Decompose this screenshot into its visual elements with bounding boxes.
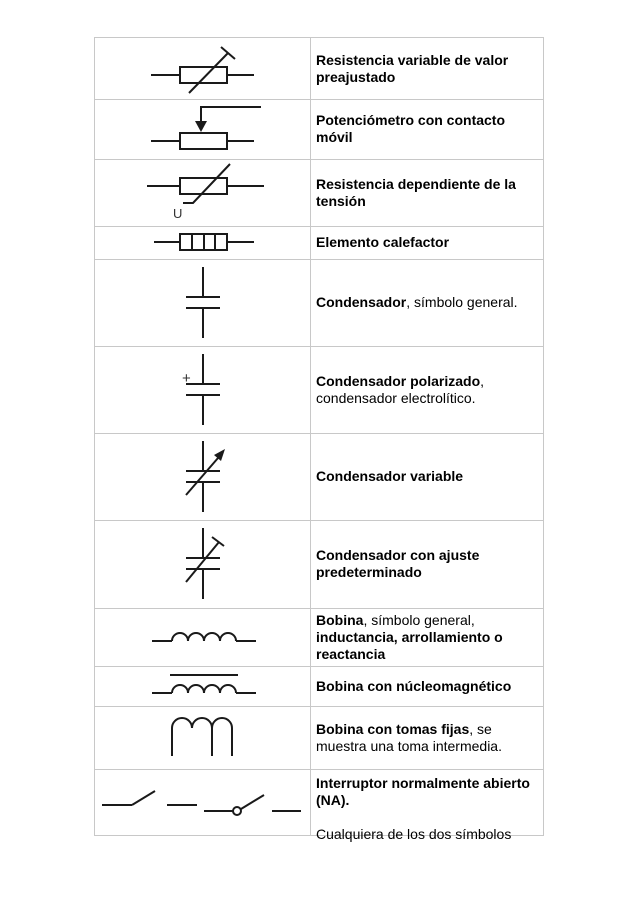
row-description: Elemento calefactor bbox=[316, 234, 450, 250]
row-description: Condensador variable bbox=[316, 468, 464, 484]
row-description: Bobina, símbolo general, inductancia, arrollamiento o reactancia bbox=[316, 611, 503, 662]
potentiometer-icon bbox=[94, 99, 311, 159]
row-description: Condensador con ajuste predeterminado bbox=[316, 547, 480, 580]
row-description: Condensador polarizado, condensador electrolítico. bbox=[316, 372, 485, 406]
table-row bbox=[94, 38, 544, 100]
table-row bbox=[94, 226, 544, 260]
normally-open-switch-icon bbox=[94, 769, 311, 835]
table-row bbox=[94, 608, 544, 667]
table-row bbox=[94, 666, 544, 707]
table-row bbox=[94, 99, 544, 160]
variable-preset-resistor-icon bbox=[94, 38, 311, 99]
row-description: Interruptor normalmente abierto (NA). bbox=[316, 775, 530, 808]
row-description-note: Cualquiera de los dos símbolos bbox=[316, 826, 512, 842]
capacitor-icon bbox=[94, 259, 311, 346]
row-description: Potenciómetro con contacto móvil bbox=[316, 112, 506, 145]
magnetic-core-inductor-icon bbox=[94, 666, 311, 706]
row-description: Resistencia dependiente de la tensión bbox=[316, 175, 516, 209]
symbol-label: U bbox=[173, 206, 183, 221]
polarized-capacitor-icon bbox=[94, 346, 311, 433]
table-row bbox=[94, 520, 544, 609]
heating-element-icon bbox=[94, 226, 311, 259]
row-description: Bobina con tomas fijas, se muestra una toma intermedia. bbox=[316, 720, 502, 754]
tapped-inductor-icon bbox=[94, 706, 311, 769]
table-row bbox=[94, 769, 544, 842]
table-row bbox=[94, 433, 544, 521]
symbol-label: + bbox=[182, 370, 191, 387]
voltage-dependent-resistor-icon bbox=[94, 159, 311, 226]
preset-capacitor-icon bbox=[94, 520, 311, 608]
symbols-table bbox=[94, 37, 544, 842]
row-description: Resistencia variable de valor preajustado bbox=[316, 51, 509, 85]
inductor-icon bbox=[94, 608, 311, 666]
row-description: Bobina con núcleomagnético bbox=[316, 677, 512, 694]
table-row bbox=[94, 259, 544, 347]
table-row bbox=[94, 346, 544, 434]
row-description: Condensador, símbolo general. bbox=[316, 294, 518, 310]
table-row bbox=[94, 159, 544, 227]
table-row bbox=[94, 706, 544, 770]
variable-capacitor-icon bbox=[94, 433, 311, 520]
